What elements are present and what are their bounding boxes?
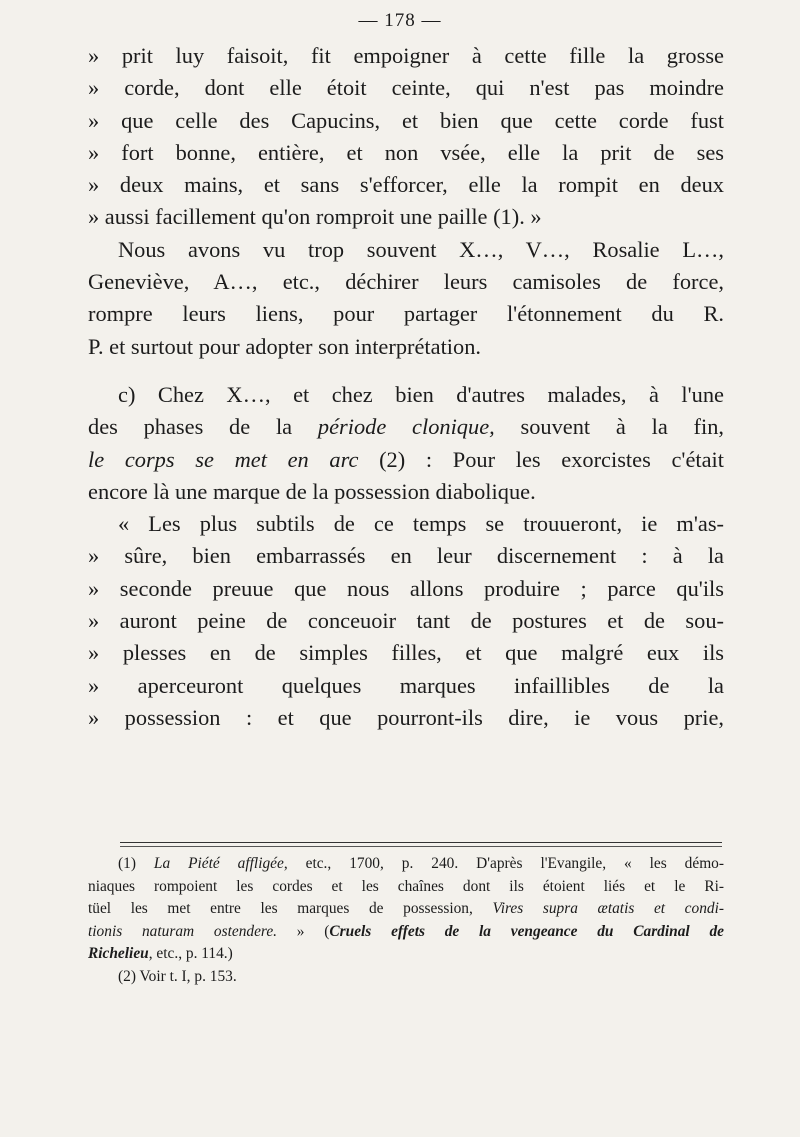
footnote-line	[88, 921, 724, 944]
paragraph-line: rompre leurs liens, pour partager l'étonnement du R.	[88, 301, 724, 327]
quote-line: » aperceuront quelques marques infaillibles de la	[88, 672, 724, 698]
quote-line: » plesses en de simples filles, et que malgré eux ils	[88, 640, 724, 666]
paragraph-line: c) Chez X…, et chez bien d'autres malades, à l'une	[118, 381, 724, 407]
footnote-marker: (1)	[118, 855, 154, 872]
footnote-line: niaques rompoient les cordes et les chaînes dont ils étoient liés et le Ri-	[88, 877, 724, 895]
footnote-line	[88, 853, 724, 876]
text-run: (2) : Pour les exorcistes c'était	[358, 446, 724, 472]
footnote-line	[88, 943, 724, 966]
italic-title: tionis naturam ostendere.	[88, 922, 278, 940]
paragraph-line	[88, 444, 724, 476]
italic-term: le corps se met en arc	[88, 446, 359, 472]
italic-title: Cruels effets de la vengeance du Cardinal de	[329, 922, 724, 940]
body-text	[88, 40, 724, 734]
footnote-divider	[120, 842, 722, 843]
quote-line: « Les plus subtils de ce temps se trouueront, ie m'as-	[118, 511, 724, 537]
quote-line: » deux mains, et sans s'efforcer, elle la rompit en deux	[88, 172, 724, 198]
text-run: souvent à la fin,	[494, 414, 724, 440]
paragraph-line: encore là une marque de la possession diabolique.	[88, 478, 536, 504]
italic-title: Vires supra ætatis et condi-	[492, 900, 724, 917]
footnote-divider	[120, 846, 722, 847]
footnotes	[88, 853, 724, 988]
quote-line: » sûre, bien embarrassés en leur discernement : à la	[88, 543, 724, 569]
quote-line: » seconde preuue que nous allons produire ; parce qu'ils	[88, 575, 724, 601]
text-run: tüel les met entre les marques de possession,	[88, 900, 493, 917]
page-number: — 178 —	[358, 10, 442, 31]
text-run: , etc., p. 114.)	[148, 945, 233, 962]
text-run: , etc., 1700, p. 240. D'après l'Evangile, « les démo-	[283, 855, 724, 872]
quote-line: » possession : et que pourront-ils dire, ie vous prie,	[88, 704, 724, 730]
paragraph-line: Nous avons vu trop souvent X…, V…, Rosalie L…,	[118, 236, 724, 262]
text-run: » (	[277, 922, 330, 940]
quote-line: » auront peine de conceuoir tant de postures et de sou-	[88, 608, 724, 634]
footnote-line	[88, 898, 724, 921]
quote-line: » fort bonne, entière, et non vsée, elle la prit de ses	[88, 139, 724, 165]
quote-line: » corde, dont elle étoit ceinte, qui n'est pas moindre	[88, 75, 724, 101]
italic-title: Richelieu	[88, 945, 149, 962]
italic-title: La Piété affligée	[153, 855, 284, 872]
quote-line: » aussi facillement qu'on romproit une paille (1). »	[88, 204, 542, 230]
quote-line: » prit luy faisoit, fit empoigner à cette fille la grosse	[88, 43, 724, 68]
text-run: des phases de la	[88, 414, 318, 440]
paragraph-line: P. et surtout pour adopter son interprétation.	[88, 333, 482, 359]
italic-term: période clonique,	[317, 414, 495, 440]
paragraph-line	[88, 411, 724, 443]
footnote-line: (2) Voir t. I, p. 153.	[118, 967, 237, 985]
paragraph-line: Geneviève, A…, etc., déchirer leurs camisoles de force,	[88, 269, 724, 295]
quote-line: » que celle des Capucins, et bien que cette corde fust	[88, 107, 724, 133]
